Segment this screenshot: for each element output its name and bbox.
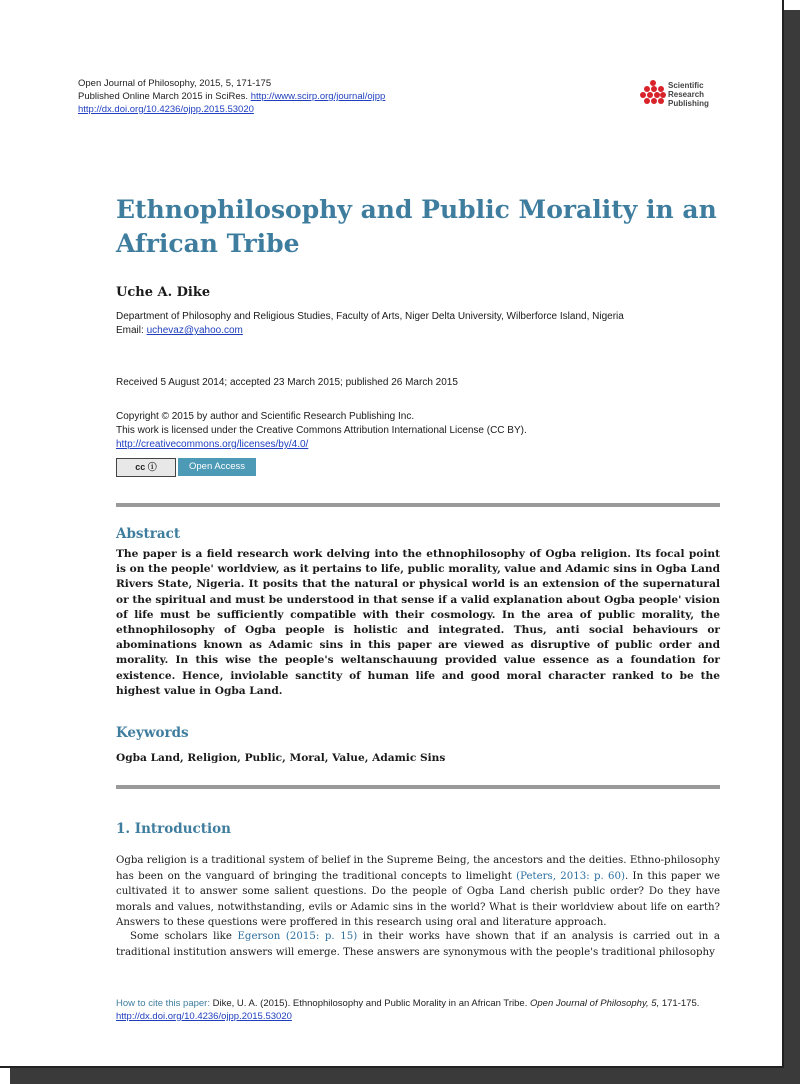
open-access-badge[interactable]: Open Access <box>178 458 256 476</box>
license-link[interactable]: http://creativecommons.org/licenses/by/4.0/ <box>116 439 309 450</box>
cc-license-icon[interactable]: cc ⓘ <box>116 458 176 477</box>
keywords-text: Ogba Land, Religion, Public, Moral, Value, Adamic Sins <box>116 752 446 764</box>
citation-link[interactable]: (Peters, 2013: p. 60) <box>516 870 625 882</box>
affiliation-text: Department of Philosophy and Religious Studies, Faculty of Arts, Niger Delta University, Wilberforce Island, Nigeria <box>116 311 624 322</box>
publisher-name: Scientific Research Publishing <box>668 81 709 108</box>
page-shadow-right <box>784 10 800 1084</box>
journal-citation: Open Journal of Philosophy, 2015, 5, 171-175 <box>78 78 272 89</box>
journal-published-text: Published Online March 2015 in SciRes. <box>78 91 249 102</box>
doi-link[interactable]: http://dx.doi.org/10.4236/ojpp.2015.53020 <box>78 104 254 115</box>
author-affiliation <box>116 310 706 338</box>
scirp-dots-icon <box>640 80 666 106</box>
copyright-block <box>116 410 706 452</box>
paper-title: Ethnophilosophy and Public Morality in an African Tribe <box>116 195 717 258</box>
introduction-heading: 1. Introduction <box>116 821 231 837</box>
abstract-heading: Abstract <box>116 526 181 542</box>
intro-paragraph-1: Ogba religion is a traditional system of belief in the Supreme Being, the ancestors and the deities. Ethno-philosophy has been on the vanguard of bringing the traditional concepts to limelight (Peters, 2013: p. 60). In this paper we cultivated it to answer some salient questions. Do the people of Ogba Land cherish public order? Do they have morals and values, notwithstanding, evils or Adamic sins in the world? What is their worldview about life on earth? Answers to these questions were proffered in this research using oral and literature approach. <box>116 855 720 928</box>
email-line <box>116 324 706 338</box>
citation-footer: How to cite this paper: Dike, U. A. (2015). Ethnophilosophy and Public Morality in an African Tribe. Open Journal of Philosophy, 5, 171-175. http://dx.doi.org/10.4236/ojpp.2015.53020 <box>116 998 700 1022</box>
journal-header <box>78 77 385 116</box>
how-to-cite-label: How to cite this paper: <box>116 998 210 1009</box>
author-name: Uche A. Dike <box>116 285 211 300</box>
section-divider <box>116 785 720 789</box>
keywords-heading: Keywords <box>116 725 189 741</box>
email-link[interactable]: uchevaz@yahoo.com <box>146 325 243 336</box>
footer-doi-link[interactable]: http://dx.doi.org/10.4236/ojpp.2015.53020 <box>116 1011 292 1022</box>
citation-link[interactable]: Egerson (2015: p. 15) <box>237 931 358 942</box>
copyright-line: Copyright © 2015 by author and Scientific Research Publishing Inc. <box>116 411 415 422</box>
abstract-text: The paper is a field research work delving into the ethnophilosophy of Ogba religion. Its focal point is on the people' worldview, as it pertains to life, public morality, value and Adamic sins in Ogba Land Rivers State, Nigeria. It posits that the natural or physical world is an extension of the supernatural or the spiritual and must be understood in that sense if a valid explanation about Ogba people' vision of life must be sufficiently compatible with their cosmology. In the area of public morality, the ethnophilosophy of Ogba people is holistic and integrated. Thus, anti social behaviours or abominations known as Adamic sins in this paper are viewed as disruptive of public order and morality. In this wise the people's weltanschauung provided value essence as a foundation for existence. Hence, inviolable sanctity of human life and good moral character ranked to be the highest value in Ogba Land. <box>116 548 720 697</box>
page-shadow-bottom <box>10 1068 800 1084</box>
publisher-logo <box>640 80 720 110</box>
journal-published-line <box>78 90 385 103</box>
section-divider <box>116 503 720 507</box>
footer-journal: Open Journal of Philosophy, 5, <box>530 998 660 1009</box>
intro-paragraph-2: Some scholars like Egerson (2015: p. 15) in their works have shown that if an analysis is carried out in a traditional institution answers will emerge. These answers are synonymous with the people's traditional philosophy <box>116 931 720 958</box>
received-dates: Received 5 August 2014; accepted 23 March 2015; published 26 March 2015 <box>116 377 458 388</box>
email-label: Email: <box>116 325 144 336</box>
journal-url-link[interactable]: http://www.scirp.org/journal/ojpp <box>250 91 386 102</box>
license-line: This work is licensed under the Creative Commons Attribution International License (CC BY). <box>116 425 527 436</box>
